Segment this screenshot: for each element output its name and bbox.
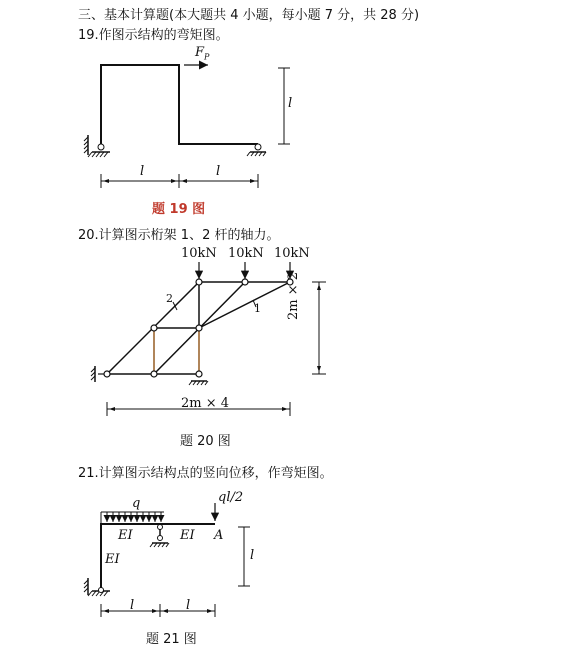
ei-label-1-21: EI <box>118 528 133 543</box>
caption-19: 题 19 图 <box>152 202 206 217</box>
bar-label-2-20: 2 <box>166 292 173 305</box>
fixed-support-21-bottom <box>84 578 110 596</box>
pin-support-21-middle <box>150 524 169 547</box>
ei-label-2-21: EI <box>180 528 195 543</box>
caption-21: 题 21 图 <box>146 632 197 647</box>
question-21-text: 21.计算图示结构点的竖向位移，作弯矩图。 <box>78 466 333 481</box>
load-label-3-20: 10kN <box>274 246 310 261</box>
pin-support-20-left <box>91 366 104 382</box>
caption-20: 题 20 图 <box>180 434 231 449</box>
dim-h-label-20: 2m × 4 <box>181 396 230 411</box>
dim-h2-label-21: l <box>186 598 191 613</box>
load-label-1-20: 10kN <box>181 246 217 261</box>
ei-label-3-21: EI <box>105 552 120 567</box>
distributed-load-21 <box>101 512 164 524</box>
load-arrows-20 <box>199 262 290 279</box>
force-label-19: $F_P$ <box>195 45 210 62</box>
load-label-2-20: 10kN <box>228 246 264 261</box>
question-20-text: 20.计算图示桁架 1、2 杆的轴力。 <box>78 228 280 243</box>
question-19-text: 19.作图示结构的弯矩图。 <box>78 28 229 43</box>
pin-support-19-left <box>84 135 110 157</box>
point-a-label-21: A <box>214 528 224 543</box>
roller-support-19-right <box>247 144 266 156</box>
dim-h1-label-21: l <box>130 598 135 613</box>
dim-v-label-20: 2m × 2 <box>286 271 301 320</box>
dim-h1-label-19: l <box>140 164 145 179</box>
dim-h2-label-19: l <box>216 164 221 179</box>
bar-label-1-20: 1 <box>254 302 261 315</box>
load-q-label-21: q <box>132 496 141 511</box>
dim-v-label-21: l <box>250 548 255 563</box>
dim-v-label-19: l <box>288 96 293 111</box>
load-p-label-21: ql/2 <box>218 490 244 505</box>
frame-19 <box>101 65 258 147</box>
section-header: 三、基本计算题(本大题共 4 小题，每小题 7 分，共 28 分) <box>78 8 420 23</box>
pin-support-20-right <box>189 381 208 385</box>
